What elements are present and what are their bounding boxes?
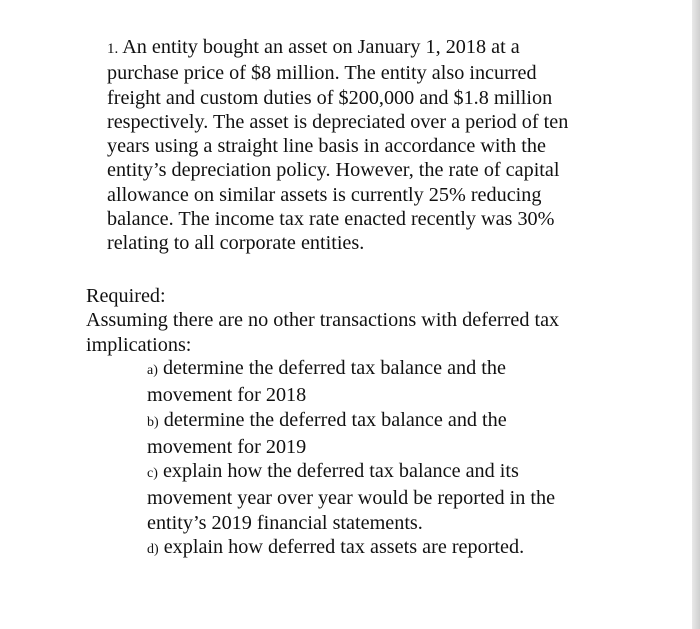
sub-question-list <box>147 356 592 562</box>
required-intro: Assuming there are no other transactions with deferred tax implications: <box>86 309 560 356</box>
page-edge-shadow <box>692 0 700 629</box>
required-heading: Required: <box>86 285 166 307</box>
sub-question-letter: b) <box>147 414 159 430</box>
sub-question-text: explain how the deferred tax balance and its movement year over year would be reported in the entity’s 2019 financial statements. <box>147 460 556 534</box>
required-section <box>86 284 596 357</box>
sub-question-text: determine the deferred tax balance and the movement for 2019 <box>147 408 507 458</box>
question-text: An entity bought an asset on January 1, 2018 at a purchase price of $8 million. The entity also incurred freight and custom duties of $200,000 and $1.8 million respectively. The asset is depreciated over a period of ten years using a straight line basis in accordance with the entity’s depreciation policy. However, the rate of capital allowance on similar assets is currently 25% reducing balance. The income tax rate enacted recently was 30% relating to all corporate entities. <box>107 36 569 255</box>
sub-question-letter: d) <box>147 542 159 558</box>
sub-question-letter: a) <box>147 363 158 378</box>
question-number: 1. <box>107 41 119 57</box>
sub-question-b <box>147 408 592 460</box>
sub-question-c <box>147 459 592 535</box>
question-paragraph <box>107 35 592 256</box>
sub-question-a <box>147 356 592 408</box>
sub-question-text: explain how deferred tax assets are reported. <box>163 536 525 559</box>
sub-question-text: determine the deferred tax balance and the movement for 2018 <box>147 357 506 407</box>
sub-question-d <box>147 535 592 562</box>
sub-question-letter: c) <box>147 466 158 482</box>
